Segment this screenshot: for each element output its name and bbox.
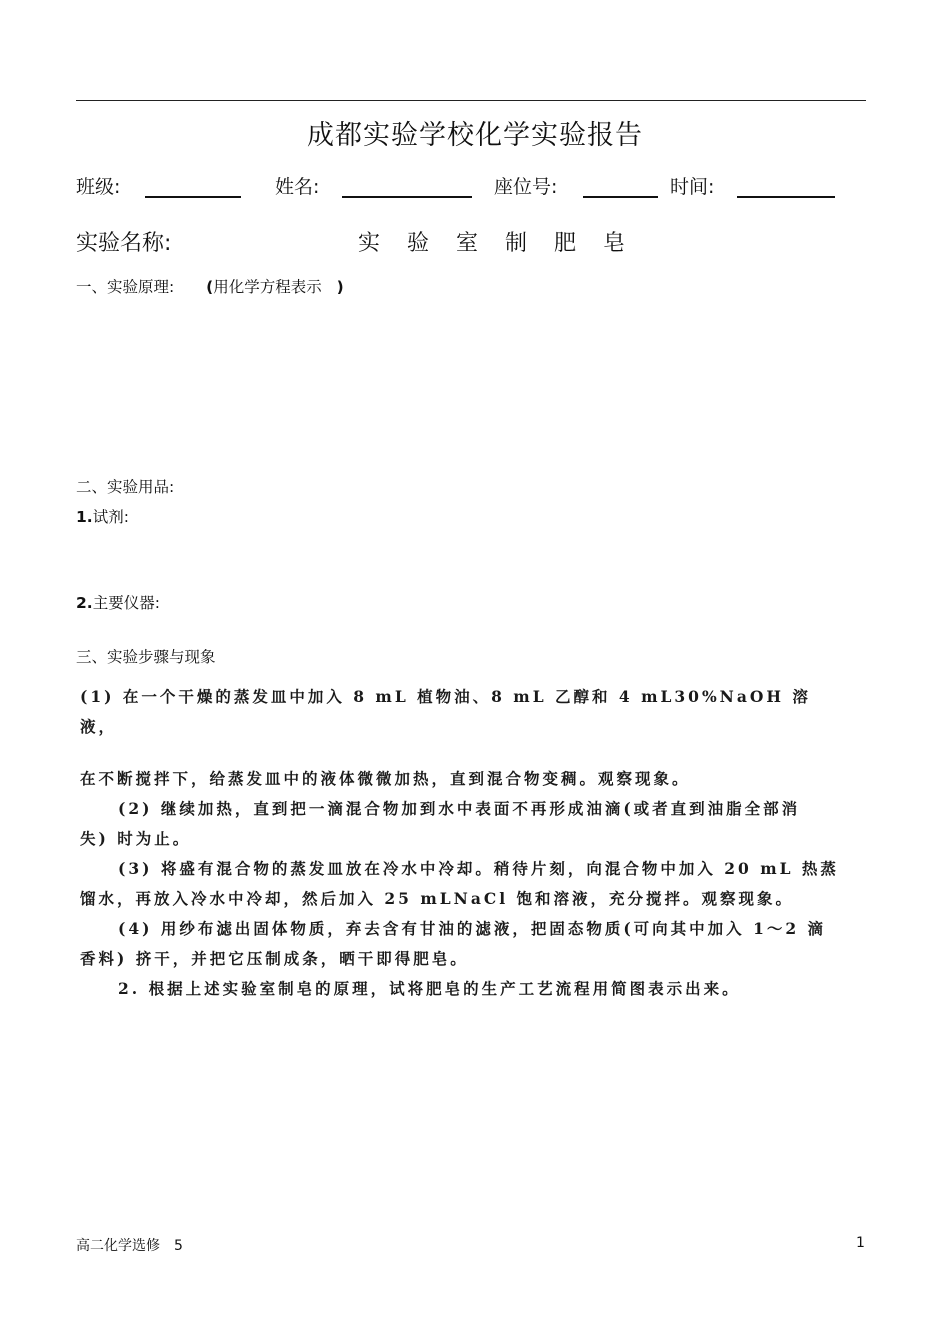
seat-blank[interactable] (583, 196, 658, 198)
procedure-line: 在不断搅拌下，给蒸发皿中的液体微微加热，直到混合物变稠。观察现象。 (80, 769, 691, 788)
section-principle-heading: 一、实验原理: (76, 278, 175, 296)
name-label: 姓名: (275, 176, 320, 198)
reagents-item (76, 505, 129, 527)
reagents-number: 1. (76, 508, 93, 526)
experiment-name: 实 验 室 制 肥 皂 (358, 231, 635, 256)
apparatus-number: 2. (76, 594, 93, 612)
footer-course: 高二化学选修 5 (76, 1238, 183, 1254)
procedure-line: (1) 在一个干燥的蒸发皿中加入 8 mL 植物油、8 mL 乙醇和 4 mL30%NaOH 溶液， (80, 687, 811, 736)
time-blank[interactable] (737, 196, 835, 198)
apparatus-item (76, 591, 160, 613)
procedure-line: (2) 继续加热，直到把一滴混合物加到水中表面不再形成油滴(或者直到油脂全部消 (118, 799, 801, 818)
time-label: 时间: (670, 176, 715, 198)
note-open-paren: ( (206, 278, 214, 296)
page-number: 1 (856, 1235, 865, 1251)
student-info-row (0, 172, 950, 202)
procedure-text (80, 682, 844, 1004)
class-label: 班级: (76, 176, 121, 198)
header-rule (76, 100, 866, 101)
apparatus-label: 主要仪器: (92, 594, 160, 612)
procedure-line: (4) 用纱布滤出固体物质，弃去含有甘油的滤液，把固态物质(可向其中加入 1～2 滴 (118, 919, 827, 938)
procedure-line: 香料) 挤干，并把它压制成条，晒干即得肥皂。 (80, 949, 469, 968)
procedure-line: 2. 根据上述实验室制皂的原理，试将肥皂的生产工艺流程用简图表示出来。 (118, 979, 741, 998)
class-blank[interactable] (145, 196, 241, 198)
note-close-paren: ) (336, 278, 344, 296)
section-principle (76, 275, 344, 297)
section-steps-heading: 三、实验步骤与现象 (76, 648, 216, 666)
experiment-name-label: 实验名称: (76, 231, 172, 256)
procedure-line: 馏水，再放入冷水中冷却，然后加入 25 mLNaCl 饱和溶液，充分搅拌。观察现象。 (80, 889, 794, 908)
seat-label: 座位号: (494, 176, 558, 198)
name-blank[interactable] (342, 196, 472, 198)
reagents-label: 试剂: (92, 508, 129, 526)
principle-note: 用化学方程表示 (213, 278, 322, 296)
page-title: 成都实验学校化学实验报告 (307, 120, 643, 151)
procedure-line: (3) 将盛有混合物的蒸发皿放在冷水中冷却。稍待片刻，向混合物中加入 20 mL 热蒸 (118, 859, 839, 878)
procedure-line: 失) 时为止。 (80, 829, 192, 848)
section-materials-heading: 二、实验用品: (76, 478, 175, 496)
